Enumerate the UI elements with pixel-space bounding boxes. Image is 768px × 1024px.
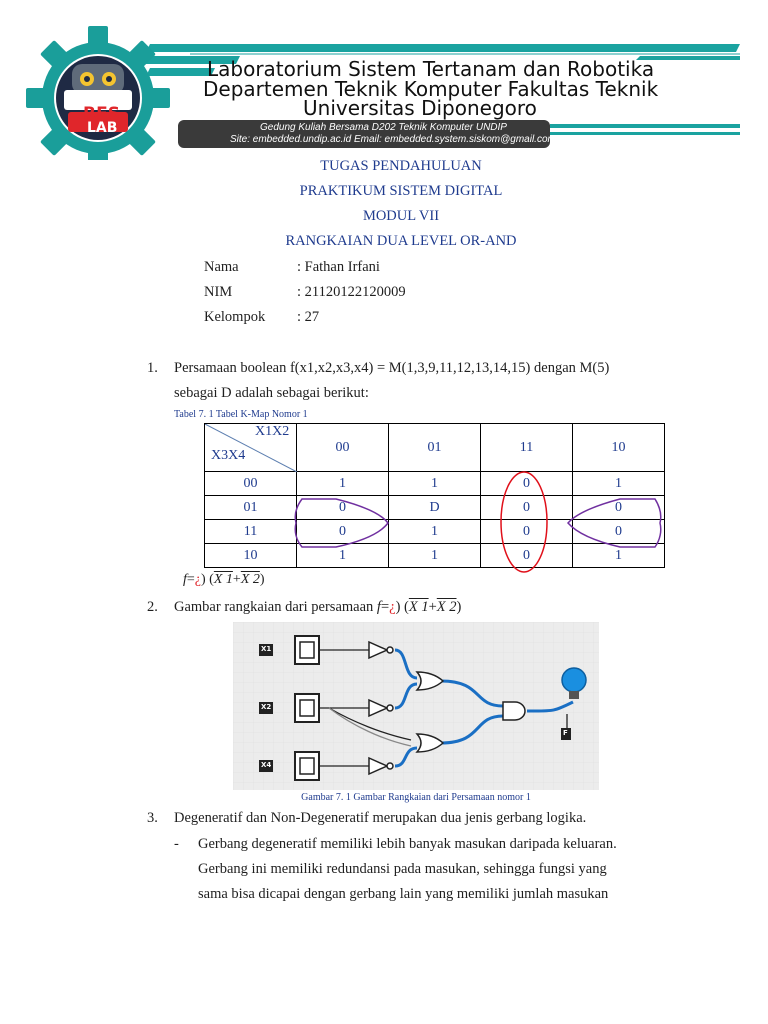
logo-res-text: RES — [83, 104, 120, 124]
address-line: Gedung Kuliah Bersama D202 Teknik Komputer UNDIP — [260, 122, 507, 133]
logo-lab-text: LAB — [87, 120, 118, 136]
formula-plus: + — [232, 572, 241, 587]
kmap-caption: Tabel 7. 1 Tabel K-Map Nomor 1 — [174, 409, 308, 420]
q3-line-1: Gerbang degeneratif memiliki lebih banyak masukan daripada keluaran. — [198, 836, 617, 852]
q2-text: Gambar rangkaian dari persamaan — [174, 599, 374, 615]
formula-plus: + — [428, 599, 437, 615]
input-label-x1: X1 — [261, 645, 272, 653]
title-line-4: RANGKAIAN DUA LEVEL OR-AND — [285, 233, 517, 249]
kmap-cell: 1 — [389, 520, 481, 544]
identity-value-nim: : 21120122120009 — [297, 284, 406, 300]
identity-label-nim: NIM — [204, 284, 233, 300]
contact-line: Site: embedded.undip.ac.id Email: embedded.system.siskom@gmail.com — [230, 134, 556, 145]
kmap-cell: 0 — [297, 520, 389, 544]
formula-close: ) — [259, 572, 265, 587]
formula-x1: X 1 — [213, 572, 233, 587]
kmap-cell: 0 — [573, 520, 665, 544]
kmap-row-label: 00 — [205, 472, 297, 496]
kmap-row — [205, 496, 665, 520]
switch-x2 — [295, 694, 319, 722]
input-label-x2: X2 — [261, 703, 272, 711]
formula-x1: X 1 — [408, 599, 429, 615]
title-line-3: MODUL VII — [362, 208, 440, 224]
kmap-col-header: 00 — [297, 424, 389, 472]
circuit-diagram — [233, 622, 599, 790]
kmap-cell: 0 — [297, 496, 389, 520]
formula-f: f — [183, 572, 187, 587]
q3-line-2: Gerbang ini memiliki redundansi pada masukan, sehingga fungsi yang — [198, 861, 607, 877]
kmap-row-label: 10 — [205, 544, 297, 568]
identity-value-nama: : Fathan Irfani — [297, 259, 380, 275]
kmap-result-formula — [183, 572, 265, 588]
university-name: Universitas Diponegoro — [303, 96, 537, 120]
kmap-cell: 1 — [389, 544, 481, 568]
circuit-svg — [233, 622, 599, 790]
kmap-row — [205, 472, 665, 496]
kmap-row — [205, 520, 665, 544]
q2-text-line — [174, 599, 461, 616]
formula-eq: = — [186, 572, 195, 587]
input-label-x4: X4 — [261, 761, 272, 769]
kmap-cell: 0 — [481, 544, 573, 568]
reslab-logo-icon — [26, 26, 170, 160]
formula-rest: ) ( — [395, 599, 409, 615]
kmap-corner-top: X1X2 — [255, 424, 290, 439]
output-label-f: F — [563, 729, 568, 737]
kmap-row-label: 11 — [205, 520, 297, 544]
q1-line-2: sebagai D adalah sebagai berikut: — [174, 385, 369, 401]
kmap-corner-cell — [205, 424, 297, 472]
switch-x1 — [295, 636, 319, 664]
switch-x4 — [295, 752, 319, 780]
circuit-caption: Gambar 7. 1 Gambar Rangkaian dari Persamaan nomor 1 — [301, 792, 531, 803]
formula-x2: X 2 — [240, 572, 260, 587]
q1-line-1: Persamaan boolean f(x1,x2,x3,x4) = M(1,3,9,11,12,13,14,15) dengan M(5) — [174, 360, 610, 376]
and-gate — [503, 702, 525, 720]
q3-bullet: - — [174, 836, 179, 852]
q3-line-3: sama bisa dicapai dengan gerbang lain yang memiliki jumlah masukan — [198, 886, 609, 902]
formula-rest: ) ( — [201, 572, 214, 587]
kmap-row-label: 01 — [205, 496, 297, 520]
kmap-cell: 0 — [481, 520, 573, 544]
formula-x2: X 2 — [436, 599, 457, 615]
identity-label-nama: Nama — [204, 259, 239, 275]
formula-close: ) — [456, 599, 462, 615]
kmap-cell: 1 — [573, 544, 665, 568]
kmap-col-header: 10 — [573, 424, 665, 472]
q3-number: 3. — [147, 810, 158, 826]
kmap-col-header: 11 — [481, 424, 573, 472]
kmap-cell: D — [389, 496, 481, 520]
formula-f: f — [376, 599, 381, 615]
department-name: Departemen Teknik Komputer Fakultas Teknik — [203, 77, 659, 101]
formula-glyph: ¿ — [389, 599, 396, 615]
identity-label-kelompok: Kelompok — [204, 309, 266, 325]
kmap-row — [205, 544, 665, 568]
q1-number: 1. — [147, 360, 158, 376]
kmap-cell: 1 — [297, 544, 389, 568]
kmap-corner-bottom: X3X4 — [211, 448, 246, 463]
kmap-cell: 1 — [573, 472, 665, 496]
q3-text: Degeneratif dan Non-Degeneratif merupakan dua jenis gerbang logika. — [174, 810, 587, 826]
title-line-1: TUGAS PENDAHULUAN — [320, 158, 482, 174]
kmap-table — [204, 423, 665, 568]
kmap-col-header: 01 — [389, 424, 481, 472]
identity-value-kelompok: : 27 — [297, 309, 320, 325]
formula-glyph: ¿ — [194, 572, 202, 587]
kmap-cell: 0 — [481, 472, 573, 496]
q2-number: 2. — [147, 599, 158, 615]
title-line-2: PRAKTIKUM SISTEM DIGITAL — [299, 183, 503, 199]
kmap-cell: 0 — [573, 496, 665, 520]
kmap-cell: 1 — [297, 472, 389, 496]
lab-name: Laboratorium Sistem Tertanam dan Robotika — [207, 57, 655, 81]
kmap-cell: 1 — [389, 472, 481, 496]
formula-eq: = — [380, 599, 390, 615]
kmap-cell: 0 — [481, 496, 573, 520]
